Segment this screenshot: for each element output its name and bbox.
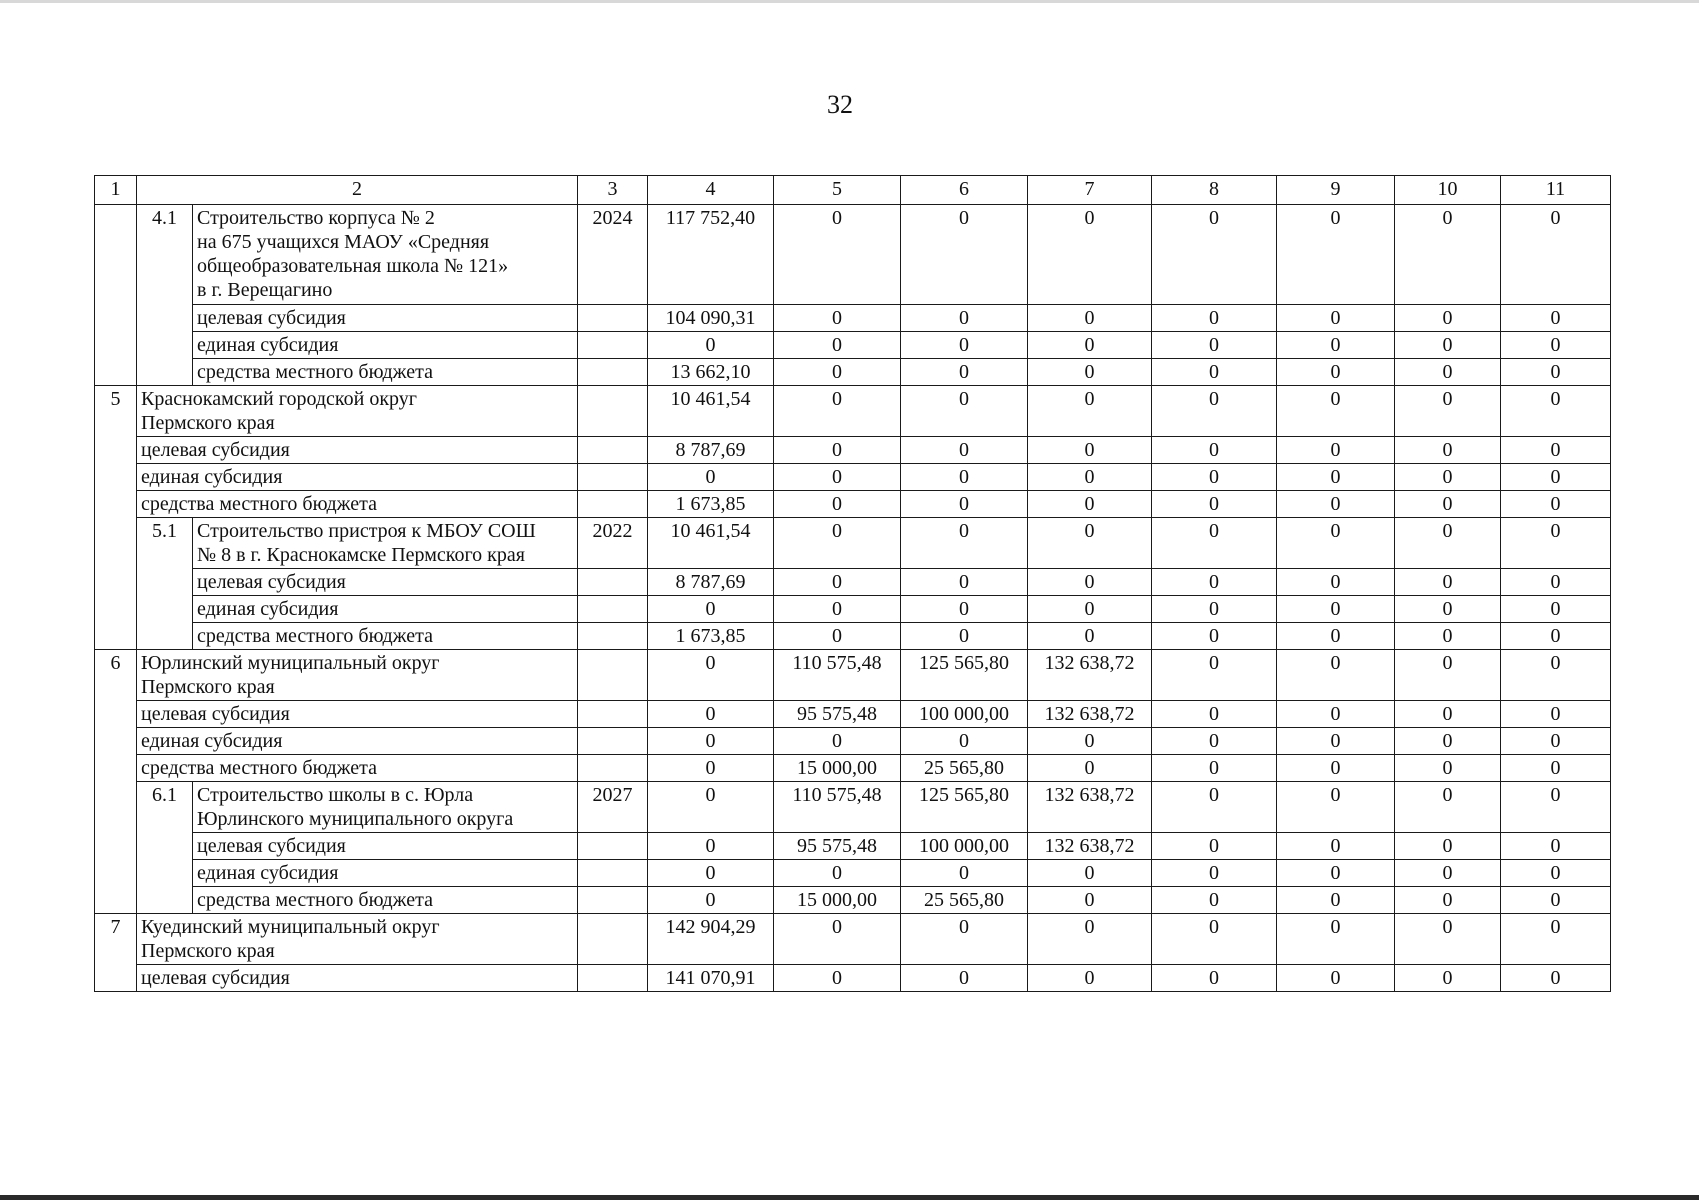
value-cell: 0 xyxy=(648,332,774,359)
value-cell: 0 xyxy=(648,650,774,701)
year-cell xyxy=(578,755,648,782)
value-cell: 0 xyxy=(1395,887,1501,914)
year-cell xyxy=(578,860,648,887)
value-cell: 0 xyxy=(1028,359,1152,386)
section-number: 7 xyxy=(95,914,137,992)
value-cell: 0 xyxy=(648,833,774,860)
value-cell: 0 xyxy=(1501,914,1611,965)
year-cell xyxy=(578,701,648,728)
value-cell: 0 xyxy=(648,464,774,491)
value-cell: 132 638,72 xyxy=(1028,833,1152,860)
value-cell: 0 xyxy=(1277,386,1395,437)
value-cell: 0 xyxy=(1152,464,1277,491)
value-cell: 0 xyxy=(1395,860,1501,887)
value-cell: 0 xyxy=(1395,491,1501,518)
value-cell: 0 xyxy=(1277,491,1395,518)
value-cell: 0 xyxy=(1501,491,1611,518)
table-row xyxy=(95,860,1611,887)
year-cell: 2027 xyxy=(578,782,648,833)
value-cell: 0 xyxy=(1152,386,1277,437)
value-cell: 0 xyxy=(1152,860,1277,887)
value-cell: 0 xyxy=(1152,596,1277,623)
subsection-number: 6.1 xyxy=(137,782,193,914)
value-cell: 0 xyxy=(901,860,1028,887)
value-cell: 110 575,48 xyxy=(774,650,901,701)
value-cell: 104 090,31 xyxy=(648,305,774,332)
value-cell: 117 752,40 xyxy=(648,205,774,305)
funding-type-label: средства местного бюджета xyxy=(137,491,578,518)
value-cell: 0 xyxy=(1028,755,1152,782)
year-cell xyxy=(578,332,648,359)
funding-type-label: единая субсидия xyxy=(193,860,578,887)
value-cell: 0 xyxy=(1395,518,1501,569)
municipality-name: Куединский муниципальный округ Пермского края xyxy=(137,914,578,965)
value-cell: 0 xyxy=(1501,650,1611,701)
value-cell: 100 000,00 xyxy=(901,701,1028,728)
table-row xyxy=(95,332,1611,359)
table-row xyxy=(95,914,1611,965)
value-cell: 0 xyxy=(1501,386,1611,437)
value-cell: 0 xyxy=(648,701,774,728)
value-cell: 0 xyxy=(1152,728,1277,755)
col-header-4: 4 xyxy=(648,176,774,205)
year-cell xyxy=(578,464,648,491)
value-cell: 0 xyxy=(1501,518,1611,569)
subsection-number: 5.1 xyxy=(137,518,193,650)
value-cell: 0 xyxy=(1152,437,1277,464)
value-cell: 0 xyxy=(901,386,1028,437)
value-cell: 0 xyxy=(1501,728,1611,755)
value-cell: 0 xyxy=(901,491,1028,518)
value-cell: 0 xyxy=(1028,569,1152,596)
year-cell: 2024 xyxy=(578,205,648,305)
value-cell: 0 xyxy=(901,623,1028,650)
value-cell: 132 638,72 xyxy=(1028,701,1152,728)
year-cell xyxy=(578,728,648,755)
value-cell: 0 xyxy=(774,491,901,518)
value-cell: 0 xyxy=(1501,464,1611,491)
subsection-number: 4.1 xyxy=(137,205,193,386)
value-cell: 0 xyxy=(648,596,774,623)
value-cell: 0 xyxy=(901,914,1028,965)
value-cell: 0 xyxy=(1152,833,1277,860)
value-cell: 0 xyxy=(1028,437,1152,464)
value-cell: 0 xyxy=(1152,332,1277,359)
value-cell: 0 xyxy=(1152,518,1277,569)
value-cell: 0 xyxy=(774,965,901,992)
value-cell: 0 xyxy=(901,728,1028,755)
year-cell xyxy=(578,887,648,914)
budget-table xyxy=(94,175,1611,992)
value-cell: 10 461,54 xyxy=(648,386,774,437)
value-cell: 0 xyxy=(1501,359,1611,386)
value-cell: 0 xyxy=(1028,305,1152,332)
value-cell: 0 xyxy=(1395,965,1501,992)
object-name: Строительство пристроя к МБОУ СОШ № 8 в г. Краснокамске Пермского края xyxy=(193,518,578,569)
value-cell: 0 xyxy=(1028,491,1152,518)
table-row xyxy=(95,887,1611,914)
value-cell: 0 xyxy=(774,728,901,755)
value-cell: 125 565,80 xyxy=(901,782,1028,833)
funding-type-label: средства местного бюджета xyxy=(193,623,578,650)
value-cell: 8 787,69 xyxy=(648,569,774,596)
value-cell: 0 xyxy=(1501,782,1611,833)
section-number-cell xyxy=(95,205,137,386)
year-cell xyxy=(578,596,648,623)
value-cell: 0 xyxy=(1395,914,1501,965)
municipality-name: Юрлинский муниципальный округ Пермского края xyxy=(137,650,578,701)
value-cell: 0 xyxy=(1152,965,1277,992)
value-cell: 0 xyxy=(774,305,901,332)
value-cell: 0 xyxy=(1277,728,1395,755)
value-cell: 25 565,80 xyxy=(901,755,1028,782)
value-cell: 0 xyxy=(1028,965,1152,992)
funding-type-label: средства местного бюджета xyxy=(193,359,578,386)
value-cell: 0 xyxy=(1501,569,1611,596)
value-cell: 0 xyxy=(1277,464,1395,491)
table-row xyxy=(95,491,1611,518)
value-cell: 0 xyxy=(1028,728,1152,755)
funding-type-label: целевая субсидия xyxy=(193,833,578,860)
object-name: Строительство корпуса № 2 на 675 учащихся МАОУ «Средняя общеобразовательная школа № 121» в г. Верещагино xyxy=(193,205,578,305)
col-header-5: 5 xyxy=(774,176,901,205)
value-cell: 0 xyxy=(1395,569,1501,596)
year-cell xyxy=(578,386,648,437)
value-cell: 0 xyxy=(1501,701,1611,728)
value-cell: 132 638,72 xyxy=(1028,650,1152,701)
year-cell xyxy=(578,359,648,386)
value-cell: 0 xyxy=(1501,887,1611,914)
value-cell: 0 xyxy=(1277,914,1395,965)
value-cell: 0 xyxy=(1152,701,1277,728)
value-cell: 0 xyxy=(901,305,1028,332)
table-row xyxy=(95,518,1611,569)
year-cell: 2022 xyxy=(578,518,648,569)
table-row xyxy=(95,833,1611,860)
value-cell: 0 xyxy=(1395,623,1501,650)
year-cell xyxy=(578,650,648,701)
value-cell: 132 638,72 xyxy=(1028,782,1152,833)
col-header-3: 3 xyxy=(578,176,648,205)
value-cell: 15 000,00 xyxy=(774,887,901,914)
value-cell: 0 xyxy=(1277,359,1395,386)
value-cell: 0 xyxy=(1028,914,1152,965)
value-cell: 0 xyxy=(1501,596,1611,623)
value-cell: 0 xyxy=(1395,386,1501,437)
col-header-10: 10 xyxy=(1395,176,1501,205)
table-row xyxy=(95,650,1611,701)
value-cell: 125 565,80 xyxy=(901,650,1028,701)
value-cell: 0 xyxy=(1277,437,1395,464)
table-row xyxy=(95,464,1611,491)
value-cell: 0 xyxy=(1152,755,1277,782)
table-row xyxy=(95,205,1611,305)
value-cell: 0 xyxy=(774,332,901,359)
value-cell: 0 xyxy=(1395,437,1501,464)
value-cell: 0 xyxy=(1501,965,1611,992)
value-cell: 0 xyxy=(1152,914,1277,965)
value-cell: 141 070,91 xyxy=(648,965,774,992)
value-cell: 0 xyxy=(1395,701,1501,728)
value-cell: 0 xyxy=(774,359,901,386)
funding-type-label: средства местного бюджета xyxy=(193,887,578,914)
value-cell: 13 662,10 xyxy=(648,359,774,386)
value-cell: 0 xyxy=(1395,650,1501,701)
value-cell: 0 xyxy=(1277,701,1395,728)
value-cell: 0 xyxy=(1395,833,1501,860)
table-row xyxy=(95,965,1611,992)
value-cell: 0 xyxy=(901,332,1028,359)
value-cell: 0 xyxy=(1395,332,1501,359)
value-cell: 0 xyxy=(1277,782,1395,833)
value-cell: 0 xyxy=(774,437,901,464)
page-number: 32 xyxy=(827,90,853,119)
value-cell: 0 xyxy=(774,205,901,305)
value-cell: 0 xyxy=(648,887,774,914)
value-cell: 0 xyxy=(1277,596,1395,623)
value-cell: 0 xyxy=(1028,623,1152,650)
value-cell: 95 575,48 xyxy=(774,833,901,860)
table-row xyxy=(95,569,1611,596)
funding-type-label: средства местного бюджета xyxy=(137,755,578,782)
value-cell: 0 xyxy=(1395,782,1501,833)
value-cell: 0 xyxy=(1501,860,1611,887)
funding-type-label: единая субсидия xyxy=(137,464,578,491)
value-cell: 10 461,54 xyxy=(648,518,774,569)
value-cell: 0 xyxy=(774,569,901,596)
value-cell: 0 xyxy=(1395,305,1501,332)
value-cell: 0 xyxy=(1028,386,1152,437)
value-cell: 0 xyxy=(1028,518,1152,569)
value-cell: 0 xyxy=(1277,887,1395,914)
value-cell: 0 xyxy=(1395,359,1501,386)
value-cell: 0 xyxy=(1501,755,1611,782)
value-cell: 0 xyxy=(901,569,1028,596)
value-cell: 0 xyxy=(1277,332,1395,359)
value-cell: 0 xyxy=(774,518,901,569)
funding-type-label: единая субсидия xyxy=(193,332,578,359)
value-cell: 0 xyxy=(1152,491,1277,518)
value-cell: 0 xyxy=(774,386,901,437)
value-cell: 0 xyxy=(1501,437,1611,464)
year-cell xyxy=(578,623,648,650)
value-cell: 8 787,69 xyxy=(648,437,774,464)
value-cell: 0 xyxy=(1501,332,1611,359)
column-header-row xyxy=(95,176,1611,205)
year-cell xyxy=(578,833,648,860)
col-header-8: 8 xyxy=(1152,176,1277,205)
funding-type-label: целевая субсидия xyxy=(137,437,578,464)
value-cell: 0 xyxy=(648,728,774,755)
col-header-6: 6 xyxy=(901,176,1028,205)
value-cell: 0 xyxy=(774,860,901,887)
scan-edge-top xyxy=(0,0,1699,3)
table-row xyxy=(95,437,1611,464)
value-cell: 0 xyxy=(1395,464,1501,491)
year-cell xyxy=(578,491,648,518)
value-cell: 0 xyxy=(1277,205,1395,305)
value-cell: 0 xyxy=(901,518,1028,569)
municipality-name: Краснокамский городской округ Пермского края xyxy=(137,386,578,437)
value-cell: 0 xyxy=(901,437,1028,464)
table-row xyxy=(95,623,1611,650)
value-cell: 25 565,80 xyxy=(901,887,1028,914)
value-cell: 0 xyxy=(1152,623,1277,650)
value-cell: 0 xyxy=(648,782,774,833)
funding-type-label: единая субсидия xyxy=(137,728,578,755)
value-cell: 0 xyxy=(1395,728,1501,755)
value-cell: 0 xyxy=(1395,755,1501,782)
value-cell: 0 xyxy=(774,914,901,965)
funding-type-label: целевая субсидия xyxy=(137,965,578,992)
value-cell: 0 xyxy=(901,464,1028,491)
value-cell: 0 xyxy=(774,623,901,650)
table-row xyxy=(95,596,1611,623)
value-cell: 0 xyxy=(774,596,901,623)
value-cell: 0 xyxy=(1277,518,1395,569)
funding-type-label: целевая субсидия xyxy=(193,305,578,332)
value-cell: 0 xyxy=(1501,833,1611,860)
year-cell xyxy=(578,965,648,992)
value-cell: 0 xyxy=(648,755,774,782)
value-cell: 0 xyxy=(1028,205,1152,305)
value-cell: 110 575,48 xyxy=(774,782,901,833)
value-cell: 0 xyxy=(1501,623,1611,650)
value-cell: 0 xyxy=(1152,782,1277,833)
col-header-9: 9 xyxy=(1277,176,1395,205)
value-cell: 0 xyxy=(1152,569,1277,596)
table-row xyxy=(95,782,1611,833)
value-cell: 0 xyxy=(1501,205,1611,305)
year-cell xyxy=(578,914,648,965)
value-cell: 142 904,29 xyxy=(648,914,774,965)
value-cell: 0 xyxy=(1028,332,1152,359)
value-cell: 0 xyxy=(1395,596,1501,623)
funding-type-label: целевая субсидия xyxy=(193,569,578,596)
value-cell: 0 xyxy=(1277,965,1395,992)
value-cell: 0 xyxy=(1028,860,1152,887)
value-cell: 0 xyxy=(1152,359,1277,386)
value-cell: 0 xyxy=(901,596,1028,623)
value-cell: 0 xyxy=(1277,305,1395,332)
value-cell: 0 xyxy=(1152,305,1277,332)
col-header-7: 7 xyxy=(1028,176,1152,205)
value-cell: 95 575,48 xyxy=(774,701,901,728)
value-cell: 0 xyxy=(901,359,1028,386)
col-header-1: 1 xyxy=(95,176,137,205)
value-cell: 0 xyxy=(1277,860,1395,887)
table-row xyxy=(95,386,1611,437)
col-header-2: 2 xyxy=(137,176,578,205)
value-cell: 0 xyxy=(1501,305,1611,332)
value-cell: 0 xyxy=(1028,887,1152,914)
value-cell: 100 000,00 xyxy=(901,833,1028,860)
value-cell: 0 xyxy=(901,205,1028,305)
col-header-11: 11 xyxy=(1501,176,1611,205)
object-name: Строительство школы в с. Юрла Юрлинского муниципального округа xyxy=(193,782,578,833)
value-cell: 15 000,00 xyxy=(774,755,901,782)
value-cell: 0 xyxy=(1152,887,1277,914)
scan-edge-bottom xyxy=(0,1195,1699,1200)
table-row xyxy=(95,359,1611,386)
value-cell: 0 xyxy=(901,965,1028,992)
value-cell: 1 673,85 xyxy=(648,491,774,518)
table-row xyxy=(95,305,1611,332)
value-cell: 0 xyxy=(1277,650,1395,701)
table-row xyxy=(95,701,1611,728)
value-cell: 0 xyxy=(1277,623,1395,650)
value-cell: 0 xyxy=(1395,205,1501,305)
value-cell: 0 xyxy=(1277,569,1395,596)
value-cell: 0 xyxy=(1277,755,1395,782)
year-cell xyxy=(578,437,648,464)
section-number: 5 xyxy=(95,386,137,650)
year-cell xyxy=(578,569,648,596)
table-row xyxy=(95,728,1611,755)
value-cell: 0 xyxy=(1028,596,1152,623)
section-number: 6 xyxy=(95,650,137,914)
value-cell: 0 xyxy=(1277,833,1395,860)
value-cell: 0 xyxy=(1152,650,1277,701)
value-cell: 0 xyxy=(1152,205,1277,305)
value-cell: 0 xyxy=(1028,464,1152,491)
value-cell: 0 xyxy=(648,860,774,887)
funding-type-label: единая субсидия xyxy=(193,596,578,623)
funding-type-label: целевая субсидия xyxy=(137,701,578,728)
value-cell: 0 xyxy=(774,464,901,491)
table-row xyxy=(95,755,1611,782)
value-cell: 1 673,85 xyxy=(648,623,774,650)
year-cell xyxy=(578,305,648,332)
